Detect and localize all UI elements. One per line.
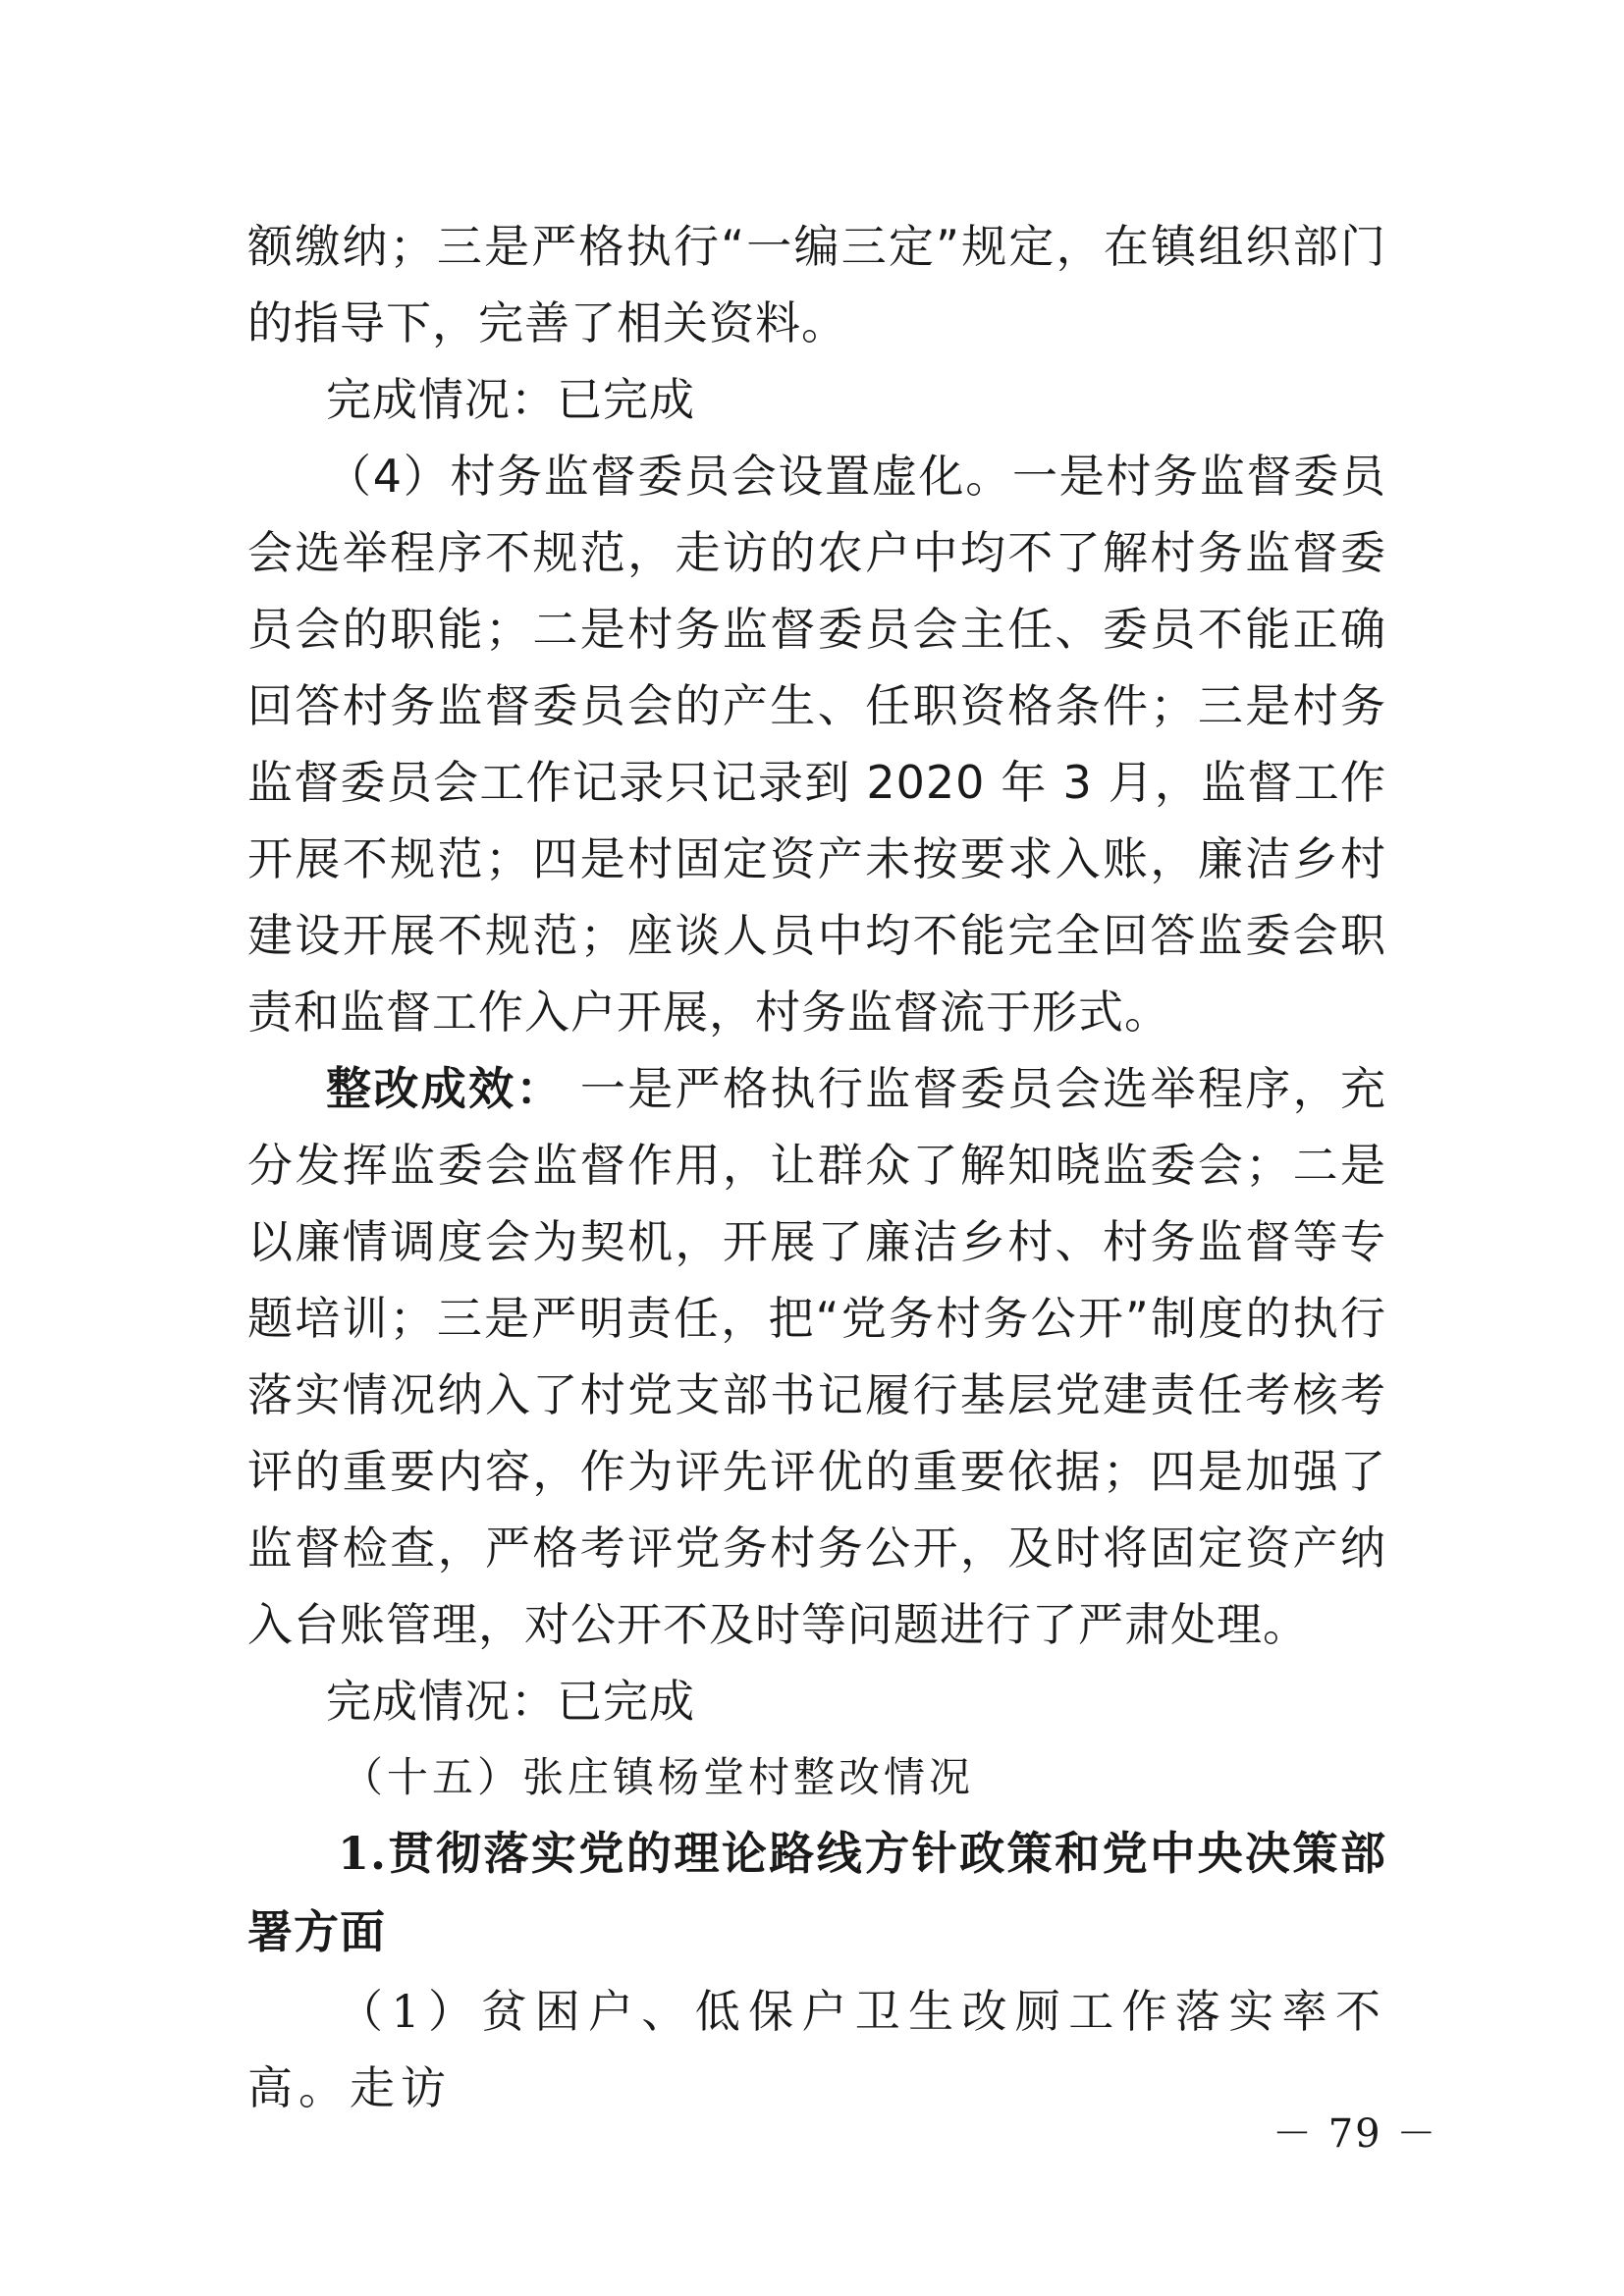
issue-paragraph: （4）村务监督委员会设置虚化。一是村务监督委员会选举程序不规范，走访的农户中均不了解村务监督委员会的职能；二是村务监督委员会主任、委员不能正确回答村务监督委员会的产生、任职资格条件；三是村务监督委员会工作记录只记录到 2020 年 3 月，监督工作开展不规范；四是村固定资产未按要求入账，廉洁乡村建设开展不规范；座谈人员中均不能完全回答监委会职责和监督工作入户开展，村务监督流于形式。 [247, 450, 1386, 1039]
completion-status: 完成情况：已完成 [326, 373, 695, 426]
issue-4-block [247, 438, 1386, 1050]
rectification-label: 整改成效： [326, 1062, 564, 1115]
issue-1-block [247, 1973, 1386, 2126]
rectification-paragraph [247, 1050, 1386, 1663]
page-number: － 79 － [1272, 2111, 1438, 2157]
rectification-body: 一是严格执行监督委员会选举程序，充分发挥监委会监督作用，让群众了解知晓监委会；二是以廉情调度会为契机，开展了廉洁乡村、村务监督等专题培训；三是严明责任，把“党务村务公开”制度的执行落实情况纳入了村党支部书记履行基层党建责任考核考评的重要内容，作为评先评优的重要依据；四是加强了监督检查，严格考评党务村务公开，及时将固定资产纳入台账管理，对公开不及时等问题进行了严肃处理。 [247, 1062, 1387, 1651]
completion-status-2-block [247, 1663, 1386, 1739]
paragraph-continuation: 额缴纳；三是严格执行“一编三定”规定，在镇组织部门的指导下，完善了相关资料。 [247, 220, 1386, 349]
section-heading-block [247, 1739, 1386, 1816]
section-subheading: （十五）张庄镇杨堂村整改情况 [342, 1753, 975, 1801]
rectification-block [247, 1050, 1386, 1663]
completion-status-1-block [247, 361, 1386, 438]
topic-heading: 1.贯彻落实党的理论路线方针政策和党中央决策部署方面 [247, 1827, 1386, 1958]
topic-heading-block [247, 1814, 1386, 1971]
issue-paragraph: （1）贫困户、低保户卫生改厕工作落实率不高。走访 [247, 1985, 1386, 2114]
completion-status: 完成情况：已完成 [326, 1675, 695, 1728]
body-text [247, 208, 1386, 361]
